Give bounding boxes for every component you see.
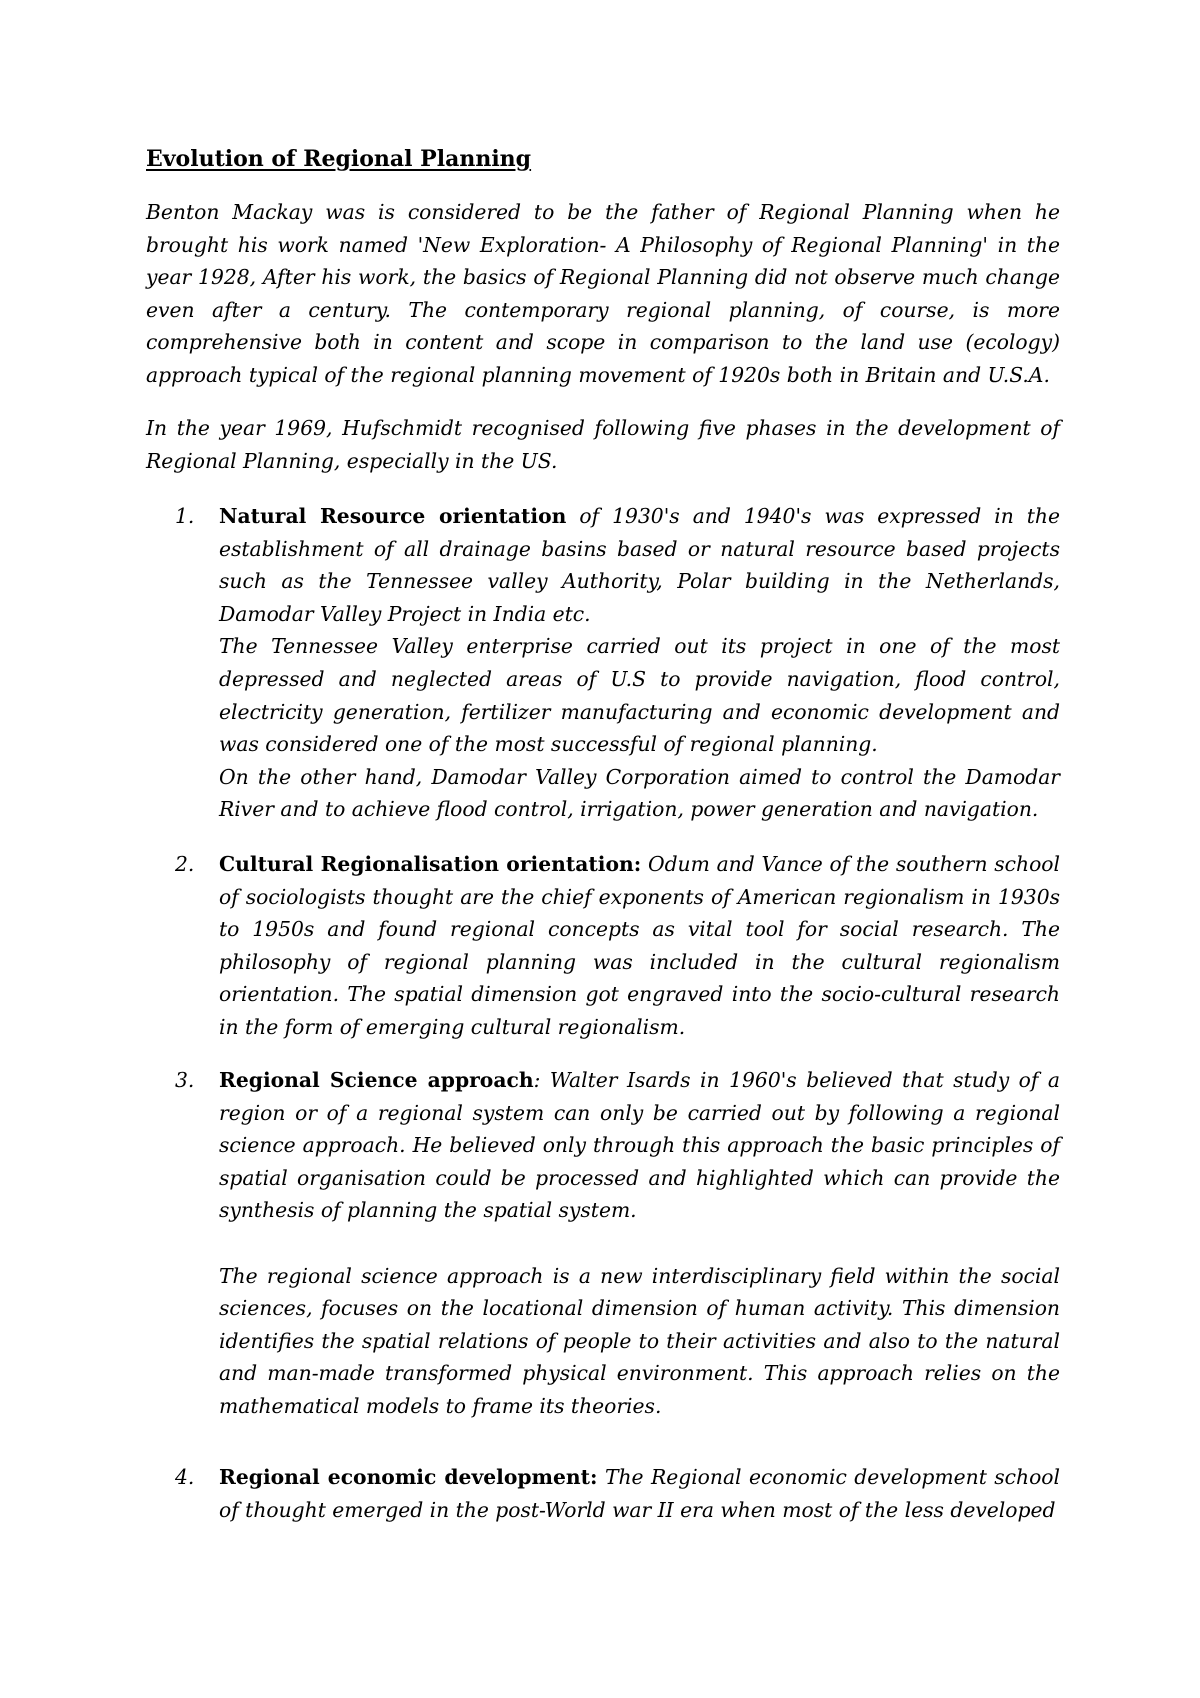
list-item-paragraph: On the other hand, Damodar Valley Corporation aimed to control the Damodar River and to achieve flood control, irrigation, power generation and navigation. — [219, 764, 1060, 822]
list-item-text — [219, 1461, 1060, 1526]
list-item — [146, 1064, 1060, 1423]
list-item-body: : Walter Isards in 1960's believed that study of a region or of a regional system can only be carried out by following a regional science approach. He believed only through this approach the basic principles of spatial organisation could be processed and highlighted which can provide the synthesis of planning the spatial system. — [219, 1068, 1060, 1223]
list-item-text — [219, 1064, 1060, 1227]
list-item-heading: Regional economic development: — [219, 1465, 598, 1489]
list-item — [146, 500, 1060, 826]
list-item — [146, 1461, 1060, 1526]
paragraph-gap — [219, 1227, 1060, 1260]
list-item-text — [219, 848, 1060, 1044]
list-item-body: Odum and Vance of the southern school of sociologists thought are the chief exponents of American regionalism in 1930s to 1950s and found regional concepts as vital tool for social research. The philosophy of regional planning was included in the cultural regionalism orientation. The spatial dimension got engraved into the socio-cultural research in the form of emerging cultural regionalism. — [219, 852, 1060, 1039]
list-item-text — [219, 500, 1060, 630]
list-item-paragraph: The regional science approach is a new interdisciplinary field within the social sciences, focuses on the locational dimension of human activity. This dimension identifies the spatial relations of people to their activities and also to the natural and man-made transformed physical environment. This approach relies on the mathematical models to frame its theories. — [219, 1263, 1060, 1418]
list-item-heading: Natural Resource orientation — [219, 504, 567, 528]
page-title: Evolution of Regional Planning — [146, 146, 532, 172]
list-item-number: 1. — [175, 504, 195, 528]
list-item-body: of 1930's and 1940's was expressed in the establishment of all drainage basins based or natural resource based projects such as the Tennessee valley Authority, Polar building in the Netherlands, Damodar Valley Project in India etc. — [219, 504, 1060, 626]
list-item-heading: Regional Science approach — [219, 1068, 534, 1092]
list-item-number: 3. — [175, 1068, 195, 1092]
list-item-number: 2. — [175, 852, 195, 876]
list-item-number: 4. — [175, 1465, 195, 1489]
intro-paragraph-1: Benton Mackay was is considered to be the father of Regional Planning when he brought his work named 'New Exploration- A Philosophy of Regional Planning' in the year 1928, After his work, the basics of Regional Planning did not observe much change even after a century. The contemporary regional planning, of course, is more comprehensive both in content and scope in comparison to the land use (ecology) approach typical of the regional planning movement of 1920s both in Britain and U.S.A. — [146, 200, 1060, 387]
list-item-heading: Cultural Regionalisation orientation: — [219, 852, 642, 876]
intro-paragraph-2: In the year 1969, Hufschmidt recognised following five phases in the development of Regional Planning, especially in the US. — [146, 416, 1060, 473]
list-item-paragraph: The Tennessee Valley enterprise carried out its project in one of the most depressed and neglected areas of U.S to provide navigation, flood control, electricity generation, fertilizer manufacturing and economic development and was considered one of the most successful of regional planning. — [219, 634, 1060, 757]
list-item — [146, 848, 1060, 1044]
list-item-body: The Regional economic development school of thought emerged in the post-World war II era when most of the less developed — [219, 1465, 1060, 1522]
